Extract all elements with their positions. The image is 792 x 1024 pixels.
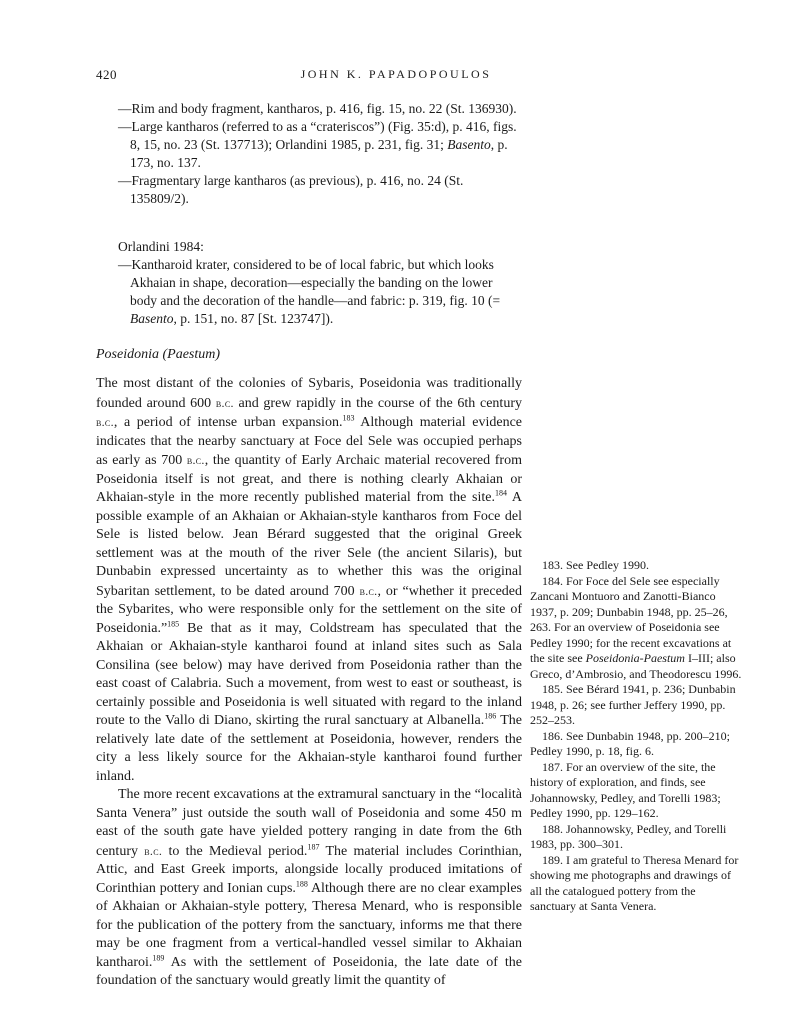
entry-text: —Kantharoid krater, considered to be of local fabric, but which looks Akhaian in shape, decoration—especially the banding on the lower body and the decoration of the handle—and fabric: p. 319, fig. 10 (= [118,257,501,308]
paragraph [96,375,522,786]
section-title: Poseidonia (Paestum) [96,347,221,362]
text-run: , or “whether it preceded the Sybarites, who were responsible only for the settlement on the site of Poseidonia.” [96,583,522,636]
footnotes [530,558,744,915]
italic-title: Poseidonia-Paestum [585,651,685,665]
footnote: 189. I am grateful to Theresa Menard for showing me photographs and drawings of all the catalogued pottery from the sanctuary at Santa Venera. [530,852,739,913]
catalogue-entries [118,100,518,208]
text-run: I–III; also Greco, d’Ambrosio, and Theodorescu 1996. [530,651,742,681]
catalogue-entry [118,256,503,328]
footnote-ref[interactable]: 186 [484,711,497,721]
era-abbrev: b.c. [96,415,114,429]
footnote-ref[interactable]: 187 [307,841,320,851]
text-run: As with the settlement of Poseidonia, the late date of the foundation of the sanctuary would greatly limit the quantity of [96,954,522,988]
era-abbrev: b.c. [144,843,163,858]
catalogue-entry [118,118,518,172]
text-run: Although material evidence indicates that the nearby sanctuary at Foce del Sele was occupied perhaps as early as 700 [96,415,522,468]
footnote-ref[interactable]: 185 [167,618,180,628]
footnote-ref[interactable]: 189 [152,952,165,962]
footnote-ref[interactable]: 188 [295,878,308,888]
text-run: The relatively late date of the settlement at Poseidonia, however, renders the city a less likely source for the Akhaian-style kantharoi found further inland. [96,713,522,784]
text-run: The most distant of the colonies of Sybaris, Poseidonia was traditionally founded around 600 [96,376,522,411]
text-run: The material includes Corinthian, Attic, and East Greek imports, alongside locally produced imitations of Corinthian pottery and Ionian cups. [96,843,522,896]
text-run: 184. For Foce del Sele see especially Zancani Montuoro and Zanotti-Bianco 1937, p. 209; Dunbabin 1948, pp. 25–26, 263. For an overview of Poseidonia see Pedley 1990; for the recent excavations at the site see [530,573,732,665]
page-number: 420 [96,67,117,82]
era-abbrev: b.c. [186,453,205,467]
entry-italic: Basento [130,311,174,326]
footnote: 188. Johannowsky, Pedley, and Torelli 1983, pp. 300–301. [530,821,727,851]
catalogue-entry: —Rim and body fragment, kantharos, p. 416, fig. 15, no. 22 (St. 136930). [118,101,517,116]
footnote-ref[interactable]: 184 [494,488,507,498]
entry-text: , p. 173, no. 137. [130,137,508,170]
era-abbrev: b.c. [359,583,378,598]
text-run: The more recent excavations at the extramural sanctuary in the “località Santa Venera” just outside the south wall of Poseidonia and some 450 m east of the south gate have yielded pottery ranging in date from the 6th century [96,787,522,859]
paragraph [96,786,522,991]
era-abbrev: b.c. [215,395,234,410]
main-text [96,375,522,991]
catalogue-entry: —Fragmentary large kantharos (as previous), p. 416, no. 24 (St. 135809/2). [118,173,464,206]
footnote-ref[interactable]: 183 [342,413,355,423]
footnote: 183. See Pedley 1990. [542,558,649,572]
footnote: 186. See Dunbabin 1948, pp. 200–210; Pedley 1990, p. 18, fig. 6. [530,728,730,758]
orlandini-heading: Orlandini 1984: [118,239,204,254]
entry-italic: Basento [447,137,491,152]
running-head: JOHN K. PAPADOPOULOS [300,67,492,81]
footnote: 187. For an overview of the site, the history of exploration, and finds, see Johannowsky, Pedley, and Torelli 1983; Pedley 1990, pp. 129–162. [530,759,721,820]
text-run: Although there are no clear examples of Akhaian or Akhaian-style pottery, Theresa Menard, who is responsible for the publication of the pottery from the sanctuary, informs me that there may be one fragment from a vertical-handled vessel similar to Akhaian kantharoi. [96,880,522,970]
text-run: to the Medieval period. [162,843,308,859]
text-run: A possible example of an Akhaian or Akhaian-style kantharos from Foce del Sele is listed below. Jean Bérard suggested that the original Greek settlement was at the mouth of the river Sele (the ancient Silaris), but Dunbabin expressed uncertainty as to whether this was the original Sybaritan settlement, to be dated around 700 [96,490,522,599]
text-run: , a period of intense urban expansion. [113,415,343,430]
text-run: Be that as it may, Coldstream has speculated that the Akhaian or Akhaian-style kantharoi found at inland sites such as Sala Consilina (see below) may have derived from Poseidonia rather than the east coast of Calabria. Such a movement, from west to east or southeast, is certainly possible and Poseidonia is well situated with regard to the inland route to the Vallo di Diano, skirting the rural sanctuary at Albanella. [96,620,522,728]
footnote [530,574,744,683]
orlandini-entries [118,256,503,328]
text-run: and grew rapidly in the course of the 6th century [233,395,522,411]
entry-text: —Large kantharos (referred to as a “crateriscos”) (Fig. 35:d), p. 416, figs. 8, 15, no. 23 (St. 137713); Orlandini 1985, p. 231, fig. 31; [118,119,517,152]
entry-text: , p. 151, no. 87 [St. 123747]). [173,311,334,326]
text-run: , the quantity of Early Archaic material recovered from Poseidonia itself is not great, and there is nothing clearly Akhaian or Akhaian-style in the more recently published material from the site. [96,453,522,505]
footnote: 185. See Bérard 1941, p. 236; Dunbabin 1948, p. 26; see further Jeffery 1990, pp. 252–253. [530,682,736,727]
